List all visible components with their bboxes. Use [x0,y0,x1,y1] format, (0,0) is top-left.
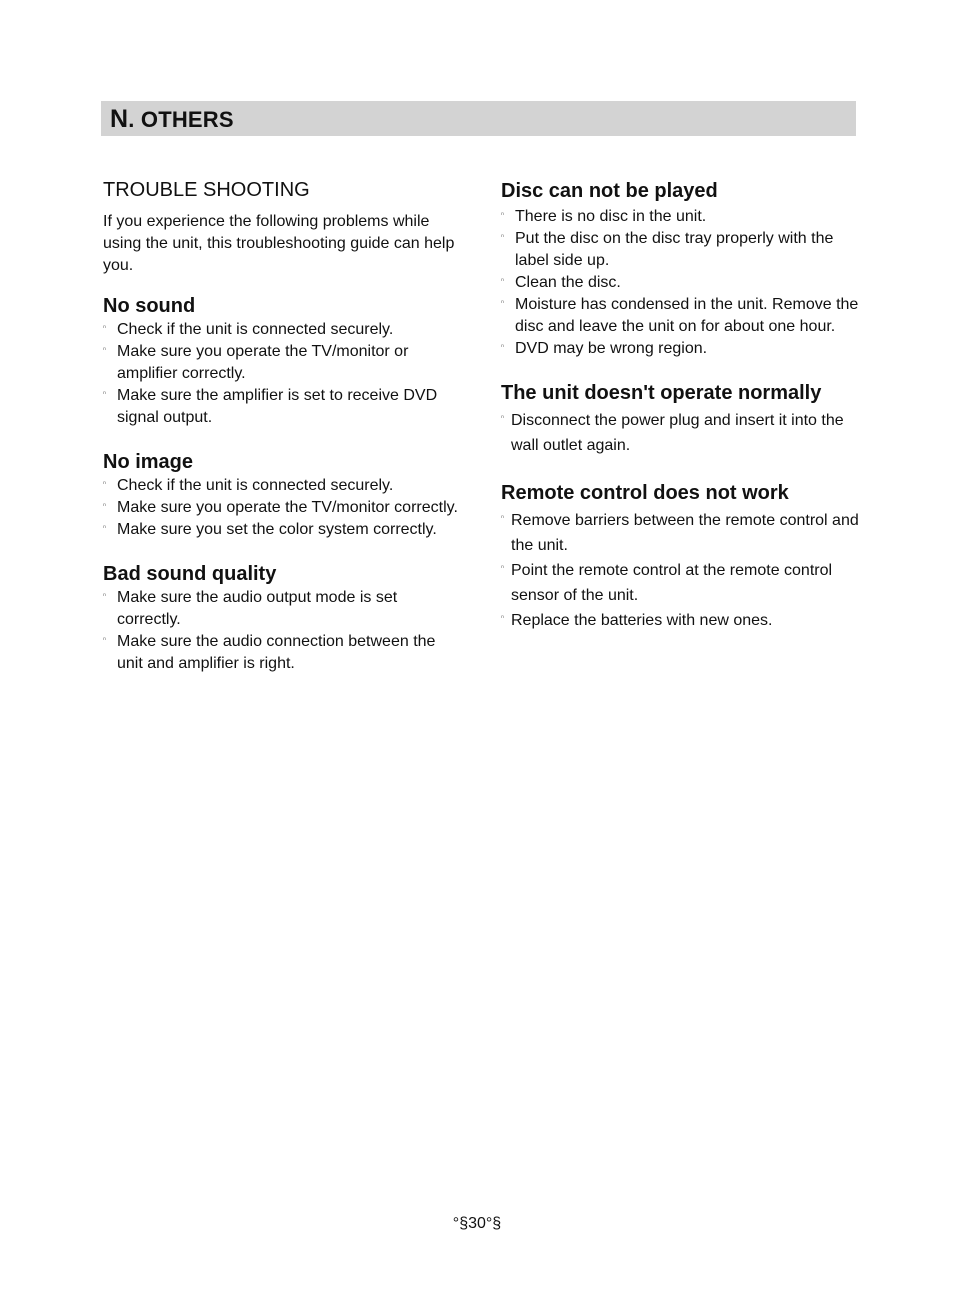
bullet-icon: ⁿ [103,635,106,644]
bullet-icon: ⁿ [501,413,504,422]
bullet-icon: ⁿ [103,591,106,600]
page-number: °§30°§ [452,1215,502,1232]
list-item [501,558,861,608]
list-item-text: Make sure you operate the TV/monitor or amplifier correctly. [117,343,409,382]
list-item-text: Make sure the audio connection between the unit and amplifier is right. [117,633,436,672]
bullet-icon: ⁿ [501,298,504,307]
list-item-text: Put the disc on the disc tray properly with the label side up. [515,230,834,269]
bullet-icon: ⁿ [501,342,504,351]
section-heading: Bad sound quality [103,563,277,585]
bullet-icon: ⁿ [103,523,106,532]
section-heading: Remote control does not work [501,482,789,504]
list-item-text: Replace the batteries with new ones. [511,612,773,629]
list-item [501,608,861,633]
section-letter: N [110,105,129,133]
list-item [501,408,861,458]
list-item [501,206,861,228]
list-item-text: Check if the unit is connected securely. [117,321,394,338]
section-name: . OTHERS [128,107,234,132]
section-disc-can-not-be-played [501,176,861,360]
section-title [110,105,234,134]
list-item [501,294,861,338]
list-item [103,631,463,675]
section-bad-sound-quality [103,561,463,675]
list-item [103,385,463,429]
bullet-icon: ⁿ [501,232,504,241]
bullet-icon: ⁿ [103,501,106,510]
list-item [103,497,463,519]
list-item-text: Disconnect the power plug and insert it into the wall outlet again. [511,412,844,454]
section-banner [101,101,856,136]
section-remote-not-working [501,478,861,633]
bullet-icon: ⁿ [501,613,504,622]
section-heading: Disc can not be played [501,180,718,202]
right-column [501,176,861,633]
bullet-icon: ⁿ [103,345,106,354]
list-item [501,338,861,360]
list-item-text: Check if the unit is connected securely. [117,477,394,494]
bullet-icon: ⁿ [501,563,504,572]
bullet-icon: ⁿ [501,276,504,285]
list-item-text: Moisture has condensed in the unit. Remove the disc and leave the unit on for about one hour. [515,296,859,335]
list-item [103,319,463,341]
list-item [103,341,463,385]
list-item [501,508,861,558]
section-unit-not-operating [501,378,861,458]
section-heading: No image [103,451,194,473]
troubleshooting-intro: If you experience the following problems while using the unit, this troubleshooting guide can help you. [103,213,455,274]
section-heading: The unit doesn't operate normally [501,382,822,404]
section-no-image [103,449,463,541]
bullet-icon: ⁿ [103,389,106,398]
bullet-icon: ⁿ [501,513,504,522]
list-item-text: Make sure the amplifier is set to receive DVD signal output. [117,387,438,426]
left-column [103,176,463,675]
list-item-text: Clean the disc. [515,274,621,291]
list-item [501,228,861,272]
list-item [501,272,861,294]
list-item-text: Make sure the audio output mode is set correctly. [117,589,398,628]
list-item [103,519,463,541]
section-heading: No sound [103,295,196,317]
section-no-sound [103,293,463,429]
troubleshooting-title: TROUBLE SHOOTING [103,179,310,201]
list-item-text: DVD may be wrong region. [515,340,708,357]
list-item [103,475,463,497]
list-item [103,587,463,631]
list-item-text: There is no disc in the unit. [515,208,707,225]
list-item-text: Point the remote control at the remote control sensor of the unit. [511,562,833,604]
bullet-icon: ⁿ [103,479,106,488]
list-item-text: Remove barriers between the remote control and the unit. [511,512,859,554]
list-item-text: Make sure you set the color system correctly. [117,521,437,538]
bullet-icon: ⁿ [501,210,504,219]
list-item-text: Make sure you operate the TV/monitor correctly. [117,499,458,516]
bullet-icon: ⁿ [103,323,106,332]
